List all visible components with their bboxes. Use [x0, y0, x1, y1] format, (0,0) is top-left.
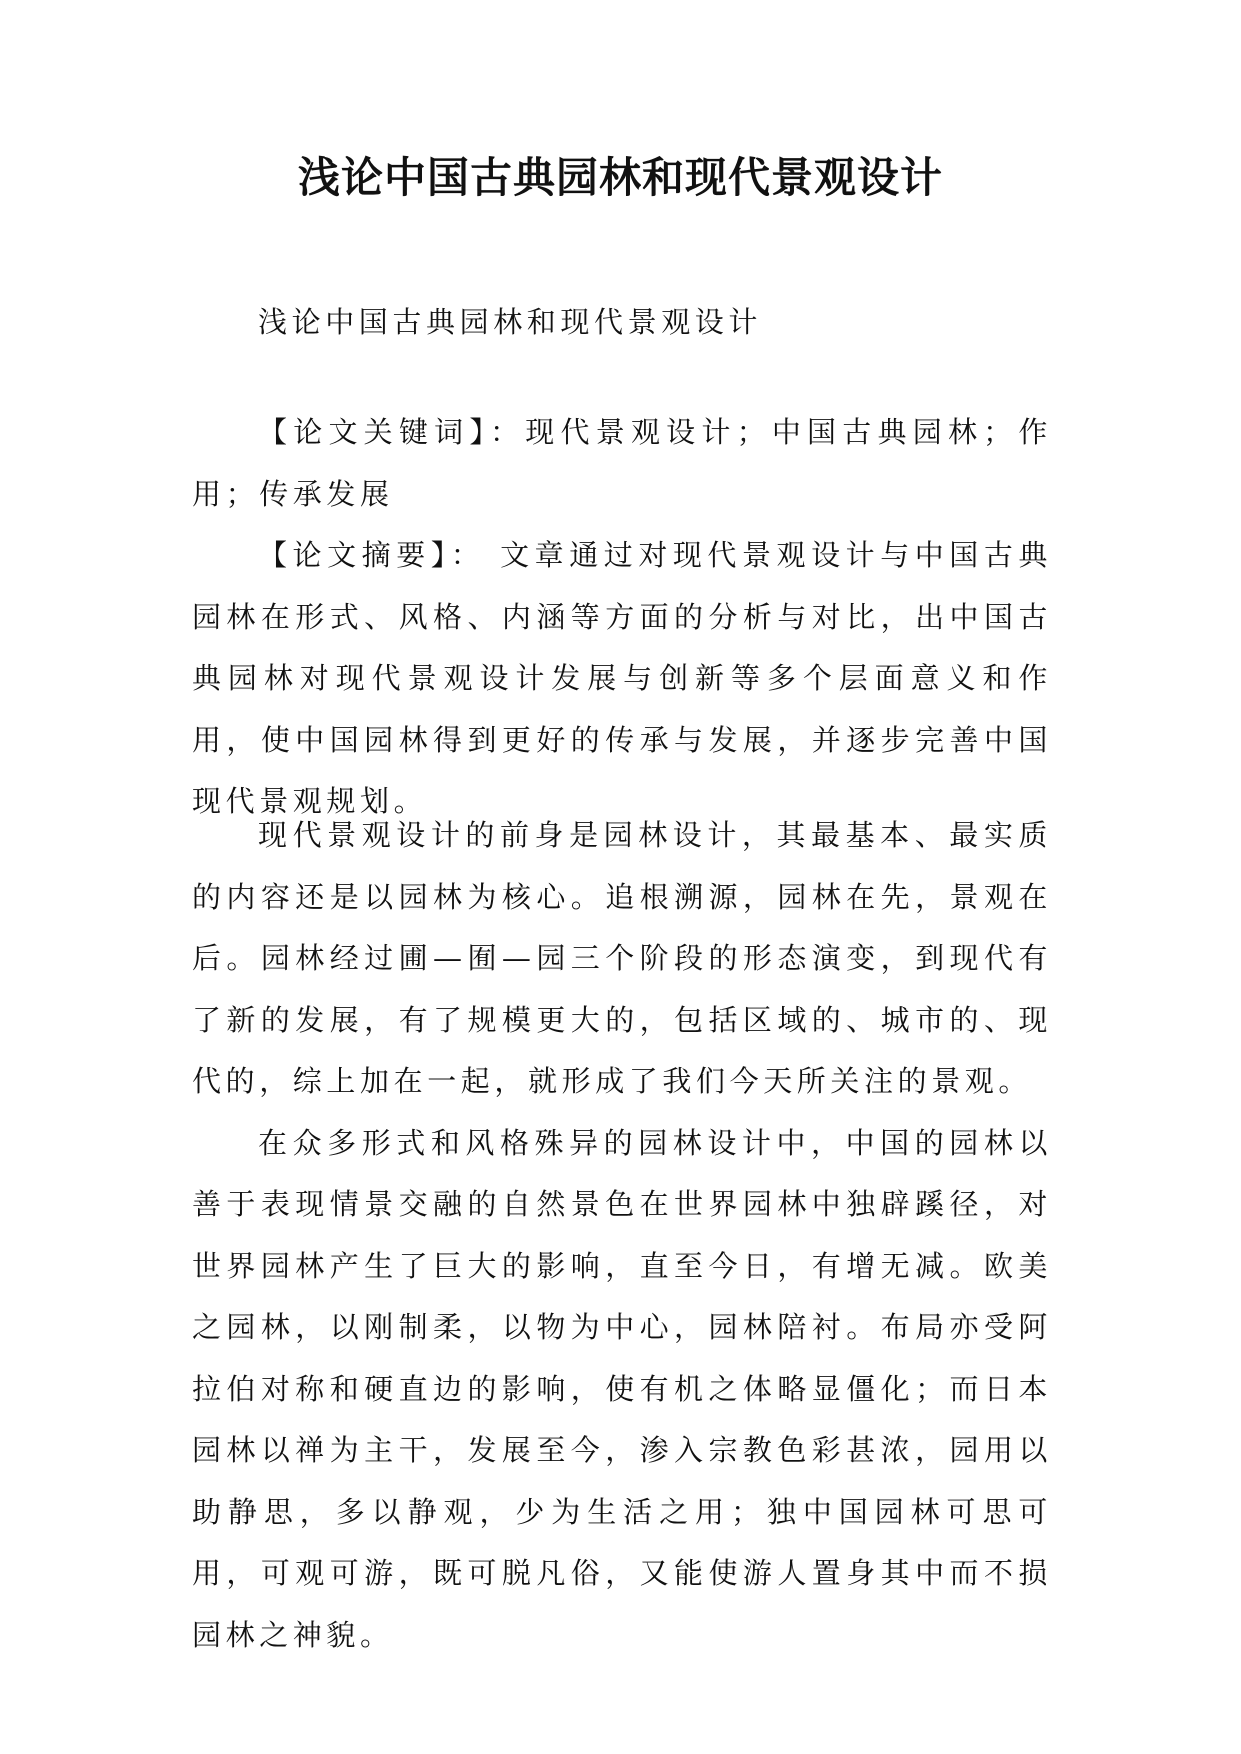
keywords-paragraph: 【论文关键词】：现代景观设计；中国古典园林；作用；传承发展	[192, 415, 1052, 511]
body-paragraph: 现代景观设计的前身是园林设计，其最基本、最实质的内容还是以园林为核心。追根溯源，园林在先，景观在后。园林经过圃—囿—园三个阶段的形态演变，到现代有了新的发展，有了规模更大的，包括区域的、城市的、现代的，综上加在一起，就形成了我们今天所关注的景观。	[192, 818, 1052, 1098]
document-title: 浅论中国古典园林和现代景观设计	[297, 153, 943, 202]
document-subtitle: 浅论中国古典园林和现代景观设计	[258, 305, 763, 339]
body-paragraph: 在众多形式和风格殊异的园林设计中，中国的园林以善于表现情景交融的自然景色在世界园林中独辟蹊径，对世界园林产生了巨大的影响，直至今日，有增无减。欧美之园林，以刚制柔，以物为中心，园林陪衬。布局亦受阿拉伯对称和硬直边的影响，使有机之体略显僵化；而日本园林以禅为主干，发展至今，渗入宗教色彩甚浓，园用以助静思，多以静观，少为生活之用；独中国园林可思可用，可观可游，既可脱凡俗，又能使游人置身其中而不损园林之神貌。	[192, 1125, 1052, 1652]
abstract-paragraph: 【论文摘要】： 文章通过对现代景观设计与中国古典园林在形式、风格、内涵等方面的分析与对比，出中国古典园林对现代景观设计发展与创新等多个层面意义和作用，使中国园林得到更好的传承与发展，并逐步完善中国现代景观规划。	[192, 538, 1052, 818]
body-content	[192, 805, 1052, 1666]
